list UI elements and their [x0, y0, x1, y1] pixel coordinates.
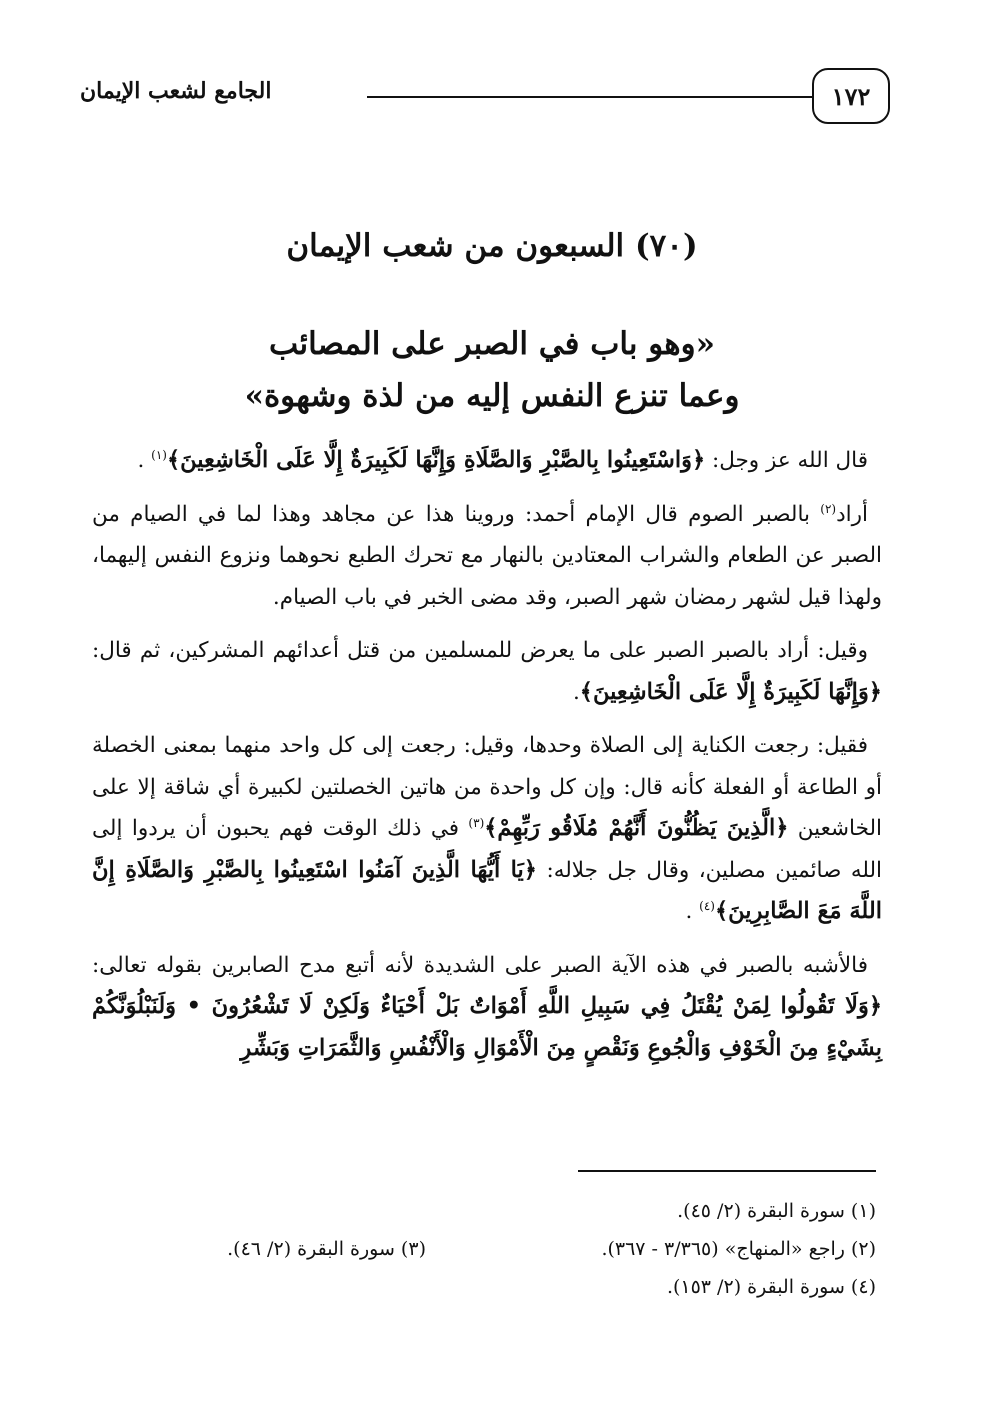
paragraph-text: . [572, 679, 580, 705]
paragraph-text: . [137, 448, 152, 473]
footnote-marker: (١) [151, 447, 167, 462]
paragraph-4 [92, 725, 882, 933]
footnote-3: (٣) سورة البقرة (٢/ ٤٦). [227, 1238, 426, 1260]
quran-verse: ﴿يَا أَيُّهَا الَّذِينَ آمَنُوا اسْتَعِينُوا بِالصَّبْرِ وَالصَّلَاةِ إِنَّ اللَّهَ مَعَ الصَّابِرِينَ﴾ [92, 856, 882, 924]
chapter-title: (٧٠) السبعون من شعب الإيمان [286, 228, 698, 264]
footnote-row [86, 1230, 876, 1268]
footnote-4: (٤) سورة البقرة (٢/ ١٥٣). [666, 1276, 876, 1298]
paragraph-text: قال الله عز وجل: [705, 448, 868, 473]
page-number: ١٧٢ [812, 68, 890, 124]
header-rule [367, 96, 812, 98]
footnote-marker: (٤) [699, 898, 715, 913]
subtitle-line-1: «وهو باب في الصبر على المصائب [269, 326, 715, 362]
paragraph-text: فالأشبه بالصبر في هذه الآية الصبر على الشديدة لأنه أتبع مدح الصابرين بقوله تعالى: [92, 952, 868, 978]
subtitle-line-2: وعما تنزع النفس إليه من لذة وشهوة» [244, 378, 740, 414]
footnote-marker: (٣) [468, 815, 485, 830]
footnote-row [86, 1192, 876, 1230]
paragraph-text: فقيل: رجعت الكناية إلى الصلاة وحدها، وقيل: رجعت إلى كل واحد منهما بمعنى الخصلة أو الطاعة أو الفعلة كأنه قال: وإن كل واحدة من هاتين الخصلتين لكبيرة أي شاقة إلا على الخاشعين [92, 733, 882, 841]
chapter-subtitle [0, 318, 984, 422]
paragraph-2 [92, 494, 882, 619]
body-text [92, 440, 882, 1081]
quran-verse: ﴿وَإِنَّهَا لَكَبِيرَةٌ إِلَّا عَلَى الْخَاشِعِينَ﴾ [579, 678, 882, 705]
footnote-marker: (٢) [820, 501, 837, 516]
footnote-rule [578, 1170, 876, 1172]
running-header [80, 68, 890, 130]
paragraph-text: بالصبر الصوم قال الإمام أحمد: وروينا هذا عن مجاهد وهذا لما في الصيام من الصبر عن الطعام والشراب المعتادين بالنهار مع تحرك الطبع نحوهما ونزوع النفس إليهما، ولهذا قيل لشهر رمضان شهر الصبر، وقد مضى الخبر في باب الصيام. [92, 501, 882, 610]
paragraph-text: في ذلك الوقت فهم يحبون أن يردوا إلى الله صائمين مصلين، وقال جل جلاله: [92, 816, 883, 883]
quran-verse: ﴿وَاسْتَعِينُوا بِالصَّبْرِ وَالصَّلَاةِ وَإِنَّهَا لَكَبِيرَةٌ إِلَّا عَلَى الْخَاشِعِينَ﴾ [166, 447, 706, 473]
paragraph-1 [92, 440, 882, 482]
quran-verse: ﴿الَّذِينَ يَظُنُّونَ أَنَّهُمْ مُلَاقُو رَبِّهِمْ﴾ [484, 815, 789, 841]
quran-verse: ﴿وَلَا تَقُولُوا لِمَنْ يُقْتَلُ فِي سَبِيلِ اللَّهِ أَمْوَاتٌ بَلْ أَحْيَاءٌ وَلَكِنْ لَا تَشْعُرُونَ • وَلَنَبْلُوَنَّكُمْ بِشَيْءٍ مِنَ الْخَوْفِ وَالْجُوعِ وَنَقْصٍ مِنَ الْأَمْوَالِ وَالْأَنْفُسِ وَالثَّمَرَاتِ وَبَشِّرِ [92, 993, 882, 1061]
running-title: الجامع لشعب الإيمان [80, 78, 272, 104]
paragraph-5 [92, 945, 882, 1070]
paragraph-text: وقيل: أراد بالصبر الصبر على ما يعرض للمسلمين من قتل أعدائهم المشركين، ثم قال: [92, 638, 868, 663]
footnote-1: (١) سورة البقرة (٢/ ٤٥). [677, 1200, 876, 1222]
footnotes [86, 1192, 876, 1306]
footnote-2: (٢) راجع «المنهاج» (٣/٣٦٥ - ٣٦٧). [601, 1238, 876, 1260]
footnote-row [86, 1268, 876, 1306]
paragraph-text: أراد [836, 501, 868, 527]
paragraph-text: . [685, 899, 700, 924]
paragraph-3 [92, 630, 882, 713]
